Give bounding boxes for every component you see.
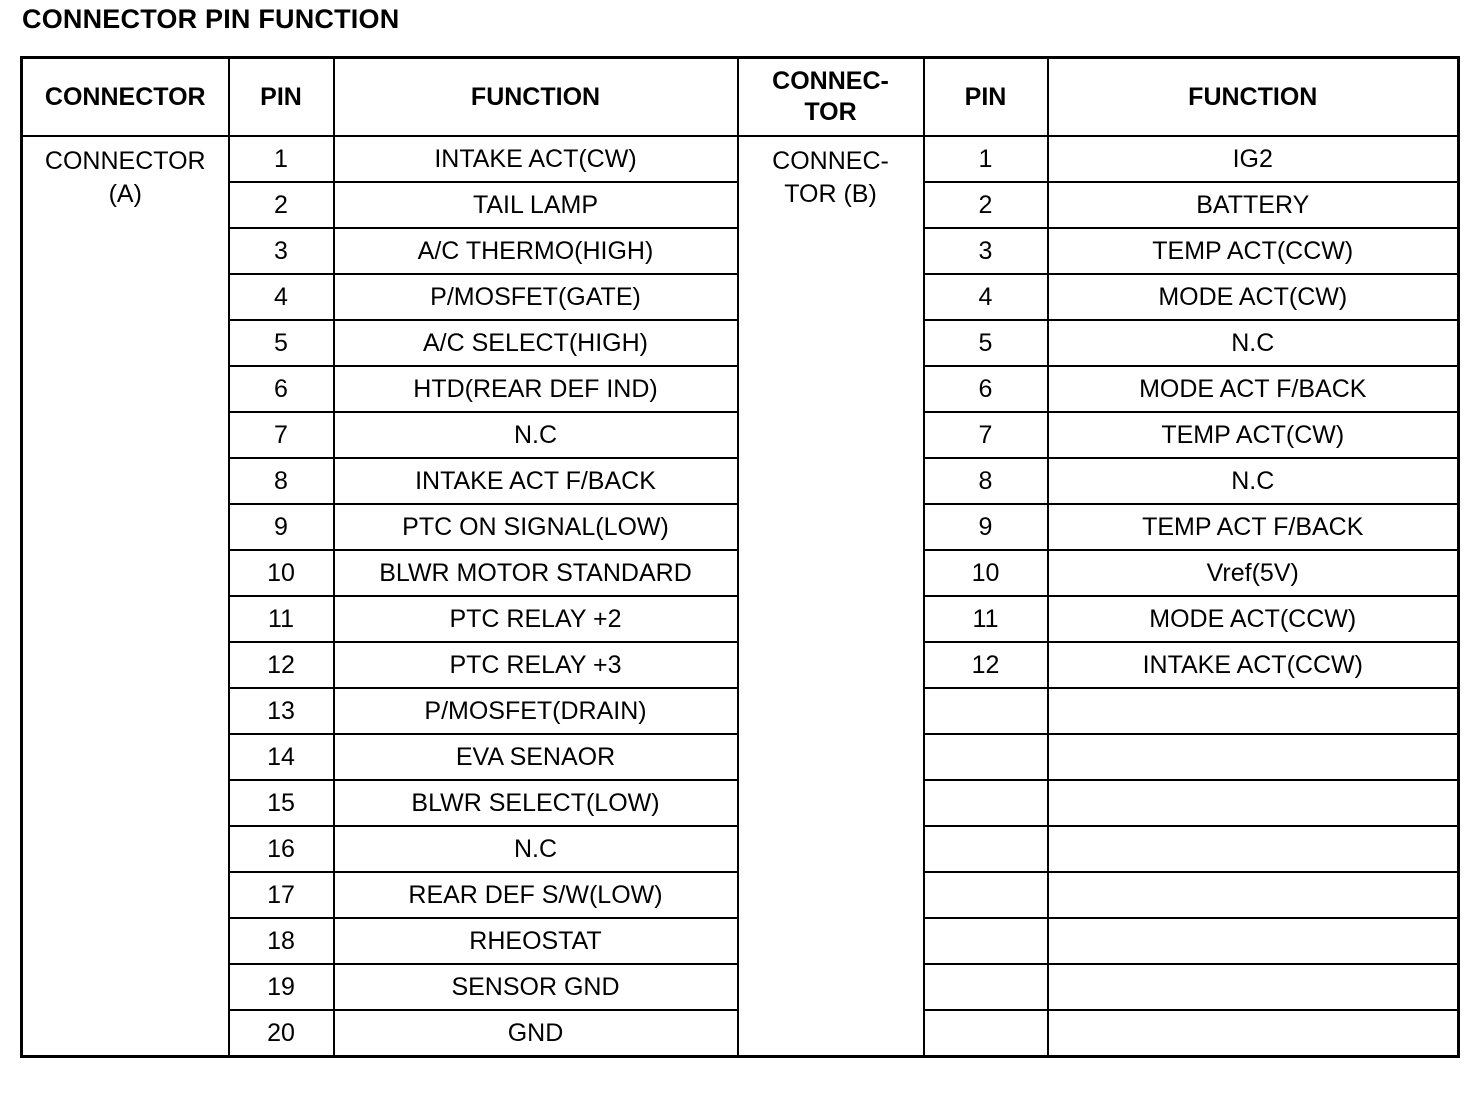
function-b-cell (1048, 964, 1459, 1010)
function-b-cell: TEMP ACT(CCW) (1048, 228, 1459, 274)
pin-a-cell: 13 (229, 688, 334, 734)
pin-b-cell (924, 780, 1048, 826)
function-a-cell: SENSOR GND (334, 964, 738, 1010)
pin-a-cell: 12 (229, 642, 334, 688)
function-b-cell (1048, 1010, 1459, 1057)
function-a-cell: N.C (334, 412, 738, 458)
pin-a-cell: 16 (229, 826, 334, 872)
header-function-a: FUNCTION (334, 58, 738, 137)
pin-b-cell (924, 826, 1048, 872)
header-connector-b (738, 58, 924, 137)
connector-b-label-line1: CONNEC- (772, 147, 889, 175)
function-b-cell: TEMP ACT(CW) (1048, 412, 1459, 458)
pin-a-cell: 18 (229, 918, 334, 964)
function-b-cell (1048, 734, 1459, 780)
page-title: CONNECTOR PIN FUNCTION (22, 4, 400, 34)
pin-b-cell: 5 (924, 320, 1048, 366)
function-a-cell: A/C SELECT(HIGH) (334, 320, 738, 366)
header-connector-a: CONNECTOR (22, 58, 229, 137)
pin-a-cell: 10 (229, 550, 334, 596)
function-a-cell: REAR DEF S/W(LOW) (334, 872, 738, 918)
function-b-cell: MODE ACT F/BACK (1048, 366, 1459, 412)
function-b-cell (1048, 872, 1459, 918)
pin-a-cell: 20 (229, 1010, 334, 1057)
function-a-cell: INTAKE ACT F/BACK (334, 458, 738, 504)
function-b-cell (1048, 826, 1459, 872)
function-a-cell: PTC ON SIGNAL(LOW) (334, 504, 738, 550)
header-pin-b: PIN (924, 58, 1048, 137)
connector-a-label (22, 136, 229, 1057)
connector-a-label-line1: CONNECTOR (44, 147, 206, 175)
header-connector-b-line1: CONNEC- (772, 66, 889, 95)
function-a-cell: BLWR SELECT(LOW) (334, 780, 738, 826)
header-row (22, 58, 1459, 137)
pin-b-cell: 1 (924, 136, 1048, 182)
function-a-cell: PTC RELAY +3 (334, 642, 738, 688)
function-b-cell: IG2 (1048, 136, 1459, 182)
pin-a-cell: 5 (229, 320, 334, 366)
pin-b-cell (924, 734, 1048, 780)
function-a-cell: TAIL LAMP (334, 182, 738, 228)
function-b-cell: MODE ACT(CCW) (1048, 596, 1459, 642)
connector-pin-table (20, 56, 1460, 1058)
pin-a-cell: 14 (229, 734, 334, 780)
function-b-cell: N.C (1048, 458, 1459, 504)
function-b-cell (1048, 688, 1459, 734)
function-a-cell: INTAKE ACT(CW) (334, 136, 738, 182)
function-b-cell (1048, 780, 1459, 826)
pin-b-cell (924, 872, 1048, 918)
pin-b-cell (924, 1010, 1048, 1057)
pin-a-cell: 4 (229, 274, 334, 320)
function-a-cell: HTD(REAR DEF IND) (334, 366, 738, 412)
function-b-cell: TEMP ACT F/BACK (1048, 504, 1459, 550)
pin-b-cell: 4 (924, 274, 1048, 320)
function-a-cell: EVA SENAOR (334, 734, 738, 780)
pin-a-cell: 1 (229, 136, 334, 182)
pin-b-cell (924, 964, 1048, 1010)
pin-a-cell: 17 (229, 872, 334, 918)
header-pin-a: PIN (229, 58, 334, 137)
pin-b-cell: 3 (924, 228, 1048, 274)
pin-b-cell: 2 (924, 182, 1048, 228)
pin-a-cell: 11 (229, 596, 334, 642)
connector-a-label-line2: (A) (108, 179, 142, 208)
connector-b-label (738, 136, 924, 1057)
function-a-cell: BLWR MOTOR STANDARD (334, 550, 738, 596)
pin-a-cell: 2 (229, 182, 334, 228)
function-a-cell: PTC RELAY +2 (334, 596, 738, 642)
pin-b-cell: 7 (924, 412, 1048, 458)
function-a-cell: P/MOSFET(DRAIN) (334, 688, 738, 734)
header-function-b: FUNCTION (1048, 58, 1459, 137)
pin-b-cell: 9 (924, 504, 1048, 550)
header-connector-b-line2: TOR (804, 98, 857, 126)
function-b-cell: MODE ACT(CW) (1048, 274, 1459, 320)
function-a-cell: RHEOSTAT (334, 918, 738, 964)
function-a-cell: A/C THERMO(HIGH) (334, 228, 738, 274)
pin-b-cell: 11 (924, 596, 1048, 642)
function-b-cell: BATTERY (1048, 182, 1459, 228)
pin-a-cell: 9 (229, 504, 334, 550)
function-b-cell: INTAKE ACT(CCW) (1048, 642, 1459, 688)
pin-a-cell: 15 (229, 780, 334, 826)
function-b-cell (1048, 918, 1459, 964)
pin-b-cell (924, 688, 1048, 734)
function-b-cell: Vref(5V) (1048, 550, 1459, 596)
pin-a-cell: 3 (229, 228, 334, 274)
pin-b-cell: 8 (924, 458, 1048, 504)
function-a-cell: P/MOSFET(GATE) (334, 274, 738, 320)
pin-b-cell (924, 918, 1048, 964)
function-a-cell: GND (334, 1010, 738, 1057)
pin-b-cell: 10 (924, 550, 1048, 596)
table-row (22, 136, 1459, 182)
function-a-cell: N.C (334, 826, 738, 872)
pin-a-cell: 19 (229, 964, 334, 1010)
function-b-cell: N.C (1048, 320, 1459, 366)
pin-a-cell: 6 (229, 366, 334, 412)
pin-b-cell: 12 (924, 642, 1048, 688)
connector-b-label-line2: TOR (B) (784, 179, 877, 208)
pin-a-cell: 8 (229, 458, 334, 504)
pin-a-cell: 7 (229, 412, 334, 458)
pin-b-cell: 6 (924, 366, 1048, 412)
